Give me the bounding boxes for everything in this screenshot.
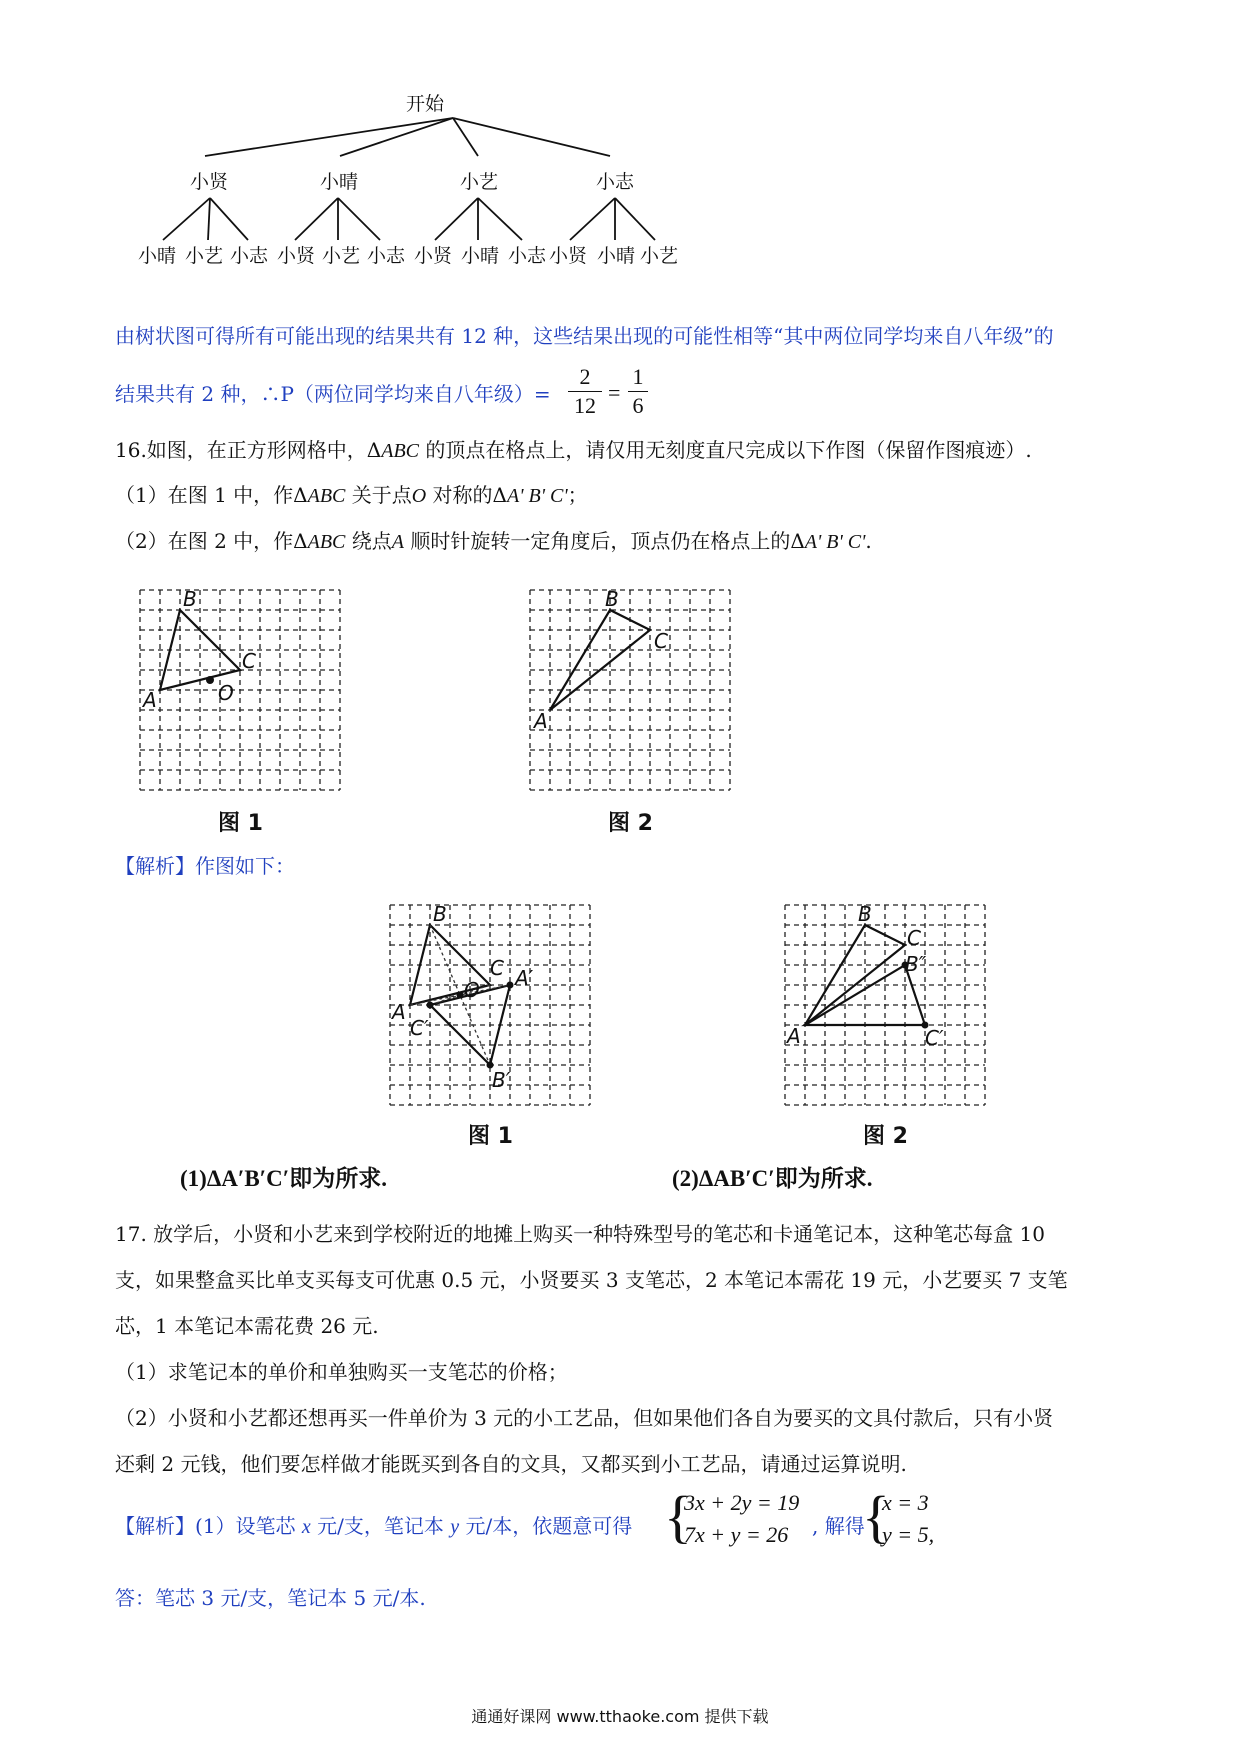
q17-brace-2: {: [862, 1484, 890, 1549]
solution-figure-2: [775, 895, 1005, 1155]
tree-l1-0: 小贤: [190, 171, 229, 193]
problem-figure-1: [130, 580, 360, 840]
sol-fig2-caption: 图 2: [863, 1124, 908, 1149]
label-a: A: [143, 688, 157, 712]
q16-p1-c: 对称的Δ: [426, 483, 508, 507]
tree-l2-3-2: 小艺: [640, 245, 679, 267]
tree-l2-3-0: 小贤: [549, 245, 588, 267]
q17-sol-label: 【解析】: [115, 1514, 195, 1538]
label-bp: B′: [492, 1068, 511, 1092]
q16-p2-b: 绕点: [345, 529, 392, 553]
q17-sol-y: y: [450, 1516, 460, 1538]
q16-stem-a: 16.如图，在正方形网格中，Δ: [115, 438, 382, 462]
label-b: B: [605, 587, 619, 611]
fig1-caption: 图 1: [218, 811, 263, 836]
q16-stem: [115, 436, 1032, 465]
tree-root: 开始: [406, 93, 445, 115]
label-bpp: B″: [905, 952, 927, 976]
q16-p2-d: .: [865, 529, 872, 553]
tree-l2-2-2: 小志: [508, 245, 547, 267]
q16-p2-a: （2）在图 2 中，作Δ: [115, 529, 308, 553]
tree-l2-3-1: 小晴: [597, 245, 636, 267]
tree-l1-2: 小艺: [460, 171, 499, 193]
q16-p1-a: （1）在图 1 中，作Δ: [115, 483, 308, 507]
q17-eq1: 3x + 2y = 19: [684, 1490, 800, 1515]
q16-p2-A: A: [391, 531, 404, 553]
q17-eq2: 7x + y = 26: [684, 1522, 789, 1547]
q16-part1: [115, 481, 588, 510]
q16-analysis: [115, 852, 295, 880]
point-ap: [507, 982, 514, 989]
point-o: [457, 992, 464, 999]
page-footer: 通通好课网 www.tthaoke.com 提供下载: [471, 1707, 769, 1726]
sol-fig1-caption: 图 1: [468, 1124, 513, 1149]
label-c: C: [490, 956, 504, 980]
q17-part2-line2: 还剩 2 元钱，他们要怎样做才能既买到各自的文具，又都买到小工艺品，请通过运算说明.: [115, 1452, 907, 1476]
tree-l2-2-1: 小晴: [461, 245, 500, 267]
label-c: C: [654, 629, 668, 653]
tree-l2-1-1: 小艺: [322, 245, 361, 267]
label-o: O: [218, 681, 234, 705]
q16-p1-o: O: [411, 485, 427, 507]
point-o: [206, 676, 214, 684]
q17-res1: x = 3: [882, 1490, 929, 1515]
q17-sol-b: 元/支，笔记本: [310, 1514, 451, 1538]
grid-1: [140, 590, 340, 790]
q17-part1: （1）求笔记本的单价和单独购买一支笔芯的价格；: [115, 1360, 568, 1384]
analysis-label: 【解析】: [115, 854, 195, 878]
q15-fraction-1: [568, 364, 602, 419]
tree-l1-1: 小晴: [320, 171, 359, 193]
label-cp: C′: [410, 1016, 429, 1040]
q15-equals: =: [608, 380, 621, 405]
label-b: B: [858, 902, 872, 926]
tree-l2-1-2: 小志: [367, 245, 406, 267]
q16-p2-abc: ABC: [307, 531, 346, 553]
label-c: C: [242, 649, 256, 673]
sol-grid-1: [390, 905, 590, 1105]
sol-answer-2: (2)ΔAB′C′即为所求.: [672, 1166, 873, 1191]
q16-stem-b: 的顶点在格点上，请仅用无刻度直尺完成以下作图（保留作图痕迹）.: [419, 438, 1032, 462]
q16-part2: [115, 527, 872, 556]
q17-line2: 支，如果整盒买比单支买每支可优惠 0.5 元，小贤要买 3 支笔芯，2 本笔记本需花 19 元，小艺要买 7 支笔: [115, 1268, 1068, 1292]
tree-l1-3: 小志: [596, 171, 635, 193]
label-c: C: [907, 926, 921, 950]
tree-l2-0-0: 小晴: [138, 245, 177, 267]
tree-l2-0-2: 小志: [230, 245, 269, 267]
q17-sol-d: , 解得: [812, 1514, 865, 1538]
q17-line3: 芯，1 本笔记本需花费 26 元.: [115, 1314, 379, 1338]
point-cp: [427, 1002, 434, 1009]
fig2-caption: 图 2: [608, 811, 653, 836]
q15-line1: 由树状图可得所有可能出现的结果共有 12 种，这些结果出现的可能性相等“其中两位同学均来自八年级”的: [115, 324, 1054, 348]
solution-figure-1: [380, 895, 610, 1155]
triangle-abc: [550, 610, 650, 710]
problem-figure-2: [520, 580, 750, 840]
q17-sol-x: x: [301, 1516, 311, 1538]
q17-brace-1: {: [664, 1484, 692, 1549]
tree-l2-2-0: 小贤: [414, 245, 453, 267]
label-ap: A′: [515, 966, 534, 990]
label-a: A: [787, 1024, 801, 1048]
frac2-num: 1: [632, 364, 644, 389]
q15-line2: [115, 380, 551, 408]
frac2-den: 6: [632, 393, 644, 418]
q17-answer: 答：笔芯 3 元/支，笔记本 5 元/本.: [115, 1586, 426, 1610]
label-a: A: [392, 1000, 406, 1024]
q17-res2: y = 5: [882, 1522, 929, 1547]
q17-solution: [115, 1512, 632, 1541]
label-b: B: [183, 587, 197, 611]
q16-p1-abc2: A' B' C': [507, 485, 568, 507]
tree-l2-1-0: 小贤: [277, 245, 316, 267]
sol-answer-1: (1)ΔA′B′C′即为所求.: [180, 1166, 387, 1191]
q16-p2-abc2: A' B' C': [804, 531, 866, 553]
q17-sol-c: 元/本，依题意可得: [459, 1514, 633, 1538]
label-a: A: [534, 709, 548, 733]
q17-sol-a: (1）设笔芯: [195, 1514, 302, 1538]
analysis-text: 作图如下：: [195, 854, 295, 878]
q15-fraction-2: [628, 364, 648, 419]
frac1-num: 2: [579, 364, 591, 389]
q17-equation-system: [684, 1487, 799, 1551]
tree-l2-0-1: 小艺: [185, 245, 224, 267]
q15-line2-prefix: 结果共有 2 种，∴P（两位同学均来自八年级）=: [115, 382, 551, 406]
q17-line1: 17. 放学后，小贤和小艺来到学校附近的地摊上购买一种特殊型号的笔芯和卡通笔记本，这种笔芯每盒 10: [115, 1222, 1045, 1246]
q16-p1-d: ；: [567, 483, 588, 507]
label-cp: C′: [925, 1026, 944, 1050]
q17-part2-line1: （2）小贤和小艺都还想再买一件单价为 3 元的小工艺品，但如果他们各自为要买的文具付款后，只有小贤: [115, 1406, 1054, 1430]
q16-p1-abc: ABC: [307, 485, 346, 507]
q16-p2-c: 顺时针旋转一定角度后，顶点仍在格点上的Δ: [403, 529, 805, 553]
q17-result-system: [882, 1487, 934, 1551]
q16-stem-abc: ABC: [381, 440, 420, 462]
tree-diagram: [130, 90, 770, 300]
q17-res-comma: ,: [928, 1522, 935, 1547]
frac1-den: 12: [574, 393, 596, 418]
q16-p1-b: 关于点: [345, 483, 412, 507]
label-b: B: [433, 902, 447, 926]
label-o: O: [464, 978, 480, 1002]
